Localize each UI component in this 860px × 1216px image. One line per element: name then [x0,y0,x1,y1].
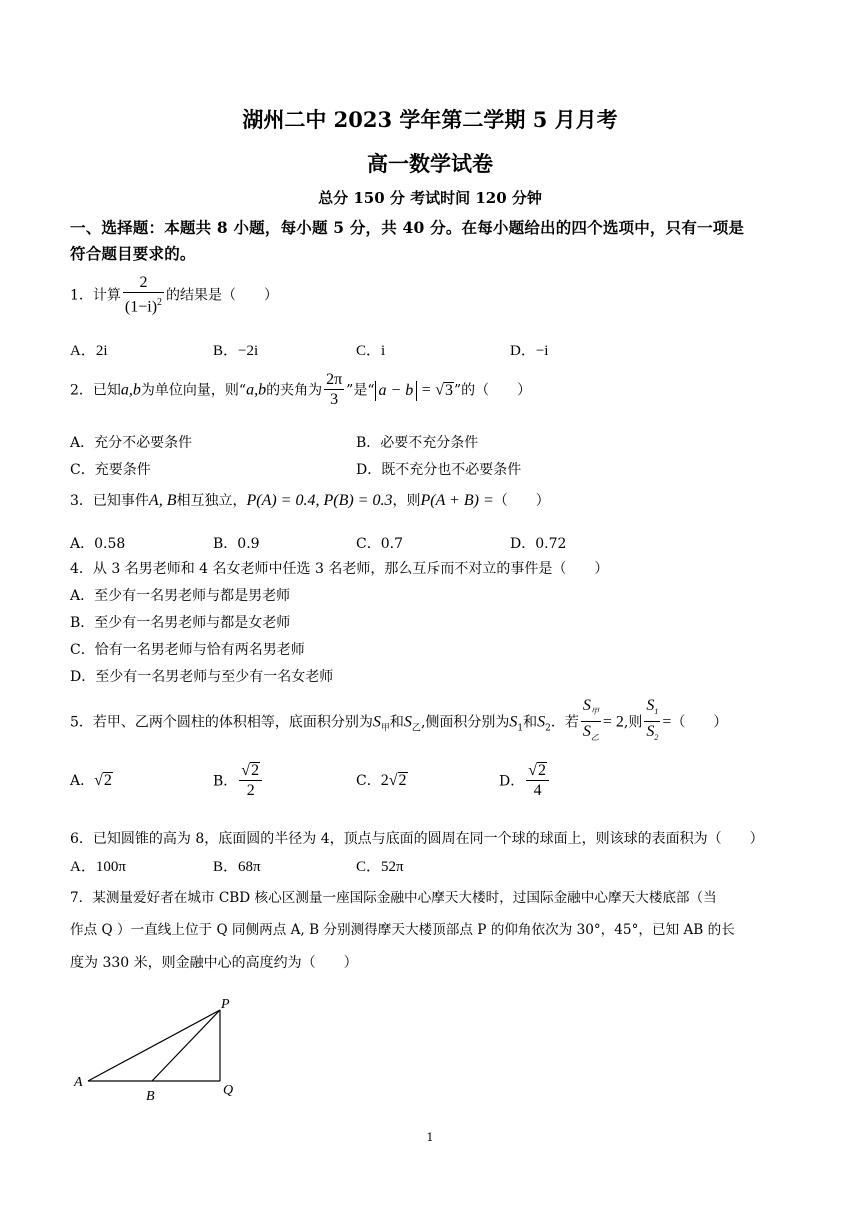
question-7-line2: 作点 Q ）一直线上位于 Q 同侧两点 A, B 分别测得摩天大楼顶部点 P 的仰角依次为 30°，45°，已知 AB 的长 [70,922,735,938]
label-Q: Q [223,1083,234,1098]
q4-option-d: D．至少有一名男老师与至少有一名女老师 [70,669,334,685]
q3-option-d: D．0.72 [510,536,567,552]
q6-option-b: B．68π [213,859,261,875]
label-P: P [221,997,230,1012]
q2-option-d: D．既不充分也不必要条件 [356,462,522,478]
section-instructions-line2: 符合题目要求的。 [70,244,196,263]
exam-subtitle: 高一数学试卷 [367,151,493,176]
page-number: 1 [426,1131,434,1144]
q2-vectors: a,b [120,381,141,399]
question-6: 6．已知圆锥的高为 8，底面圆的半径为 4，顶点与底面的圆周在同一个球的球面上，则该球的表面积为（ ） [70,831,764,847]
line-AP [88,1010,220,1081]
q5-ratio-area: $\frac{S_甲}{S_乙}$ [581,697,601,748]
question-3: 3．已知事件A, B相互独立，P(A) = 0.4, P(B) = 0.3，则P(A + B) =（ ） [70,492,550,509]
q2-option-a: A．充分不必要条件 [70,435,193,451]
q2-angle: $\frac{2\pi}{3}$ [326,371,343,408]
q2-option-b: B．必要不充分条件 [356,435,479,451]
q5-option-b: B． $\frac{√2}{2}$ [213,762,264,801]
q5-option-d: D． $\frac{√2}{4}$ [499,762,551,801]
exam-title: 湖州二中 2023 学年第二学期 5 月月考 [242,107,618,132]
q7-triangle-diagram [70,997,260,1110]
q4-option-c: C．恰有一名男老师与恰有两名男老师 [70,642,305,658]
question-2: 2．已知a,b为单位向量，则“a,b的夹角为 $\frac{2\pi}{3}$ ”是“ a − b = √3”的（ ） [70,371,532,408]
exam-info: 总分 150 分 考试时间 120 分钟 [318,189,542,207]
q1-prefix: 1．计算 [70,287,121,304]
q1-option-b: B．−2i [213,343,259,359]
line-BP [152,1010,220,1081]
q1-option-c: C．i [356,343,386,359]
q5-option-c: C．2√2 [356,772,407,789]
q2-abs-expr: a − b [375,381,418,401]
q3-option-b: B．0.9 [213,536,260,552]
question-7-line1: 7．某测量爱好者在城市 CBD 核心区测量一座国际金融中心摩天大楼时，过国际金融中心摩天大楼底部（当 [70,890,717,906]
label-B: B [146,1089,155,1104]
q3-option-c: C．0.7 [356,536,403,552]
q4-option-b: B．至少有一名男老师与都是女老师 [70,615,291,631]
question-1 [70,274,278,317]
section-instructions-line1: 一、选择题：本题共 8 小题，每小题 5 分，共 40 分。在每小题给出的四个选项中，只有一项是 [70,218,745,237]
question-7-line3: 度为 330 米，则金融中心的高度约为（ ） [70,955,358,971]
q1-suffix: 的结果是（ ） [166,287,279,304]
q4-option-a: A．至少有一名男老师与都是男老师 [70,588,291,604]
q5-ratio-lateral: $\frac{S_1}{S_2}$ [644,697,660,748]
q1-fraction: $\frac{2}{(1-i)^2}$ [124,274,163,316]
q2-option-c: C．充要条件 [70,462,151,478]
question-4: 4．从 3 名男老师和 4 名女老师中任选 3 名老师，那么互斥而不对立的事件是（ ） [70,561,609,577]
question-5: 5．若甲、乙两个圆柱的体积相等，底面积分别为$S_甲$和$S_乙$,侧面积分别为$S_1$和$S_2$．若 $\frac{S_甲}{S_乙}$ = 2,则 $\frac{S_1}{S_2}$ =（ ） [70,697,727,748]
q1-option-a: A．2i [70,343,108,359]
q1-option-d: D．−i [510,343,549,359]
q6-option-c: C．52π [356,859,404,875]
label-A: A [74,1075,83,1090]
q6-option-a: A．100π [70,859,126,875]
q3-option-a: A．0.58 [70,536,126,552]
q5-option-a: A．√2 [70,772,112,789]
